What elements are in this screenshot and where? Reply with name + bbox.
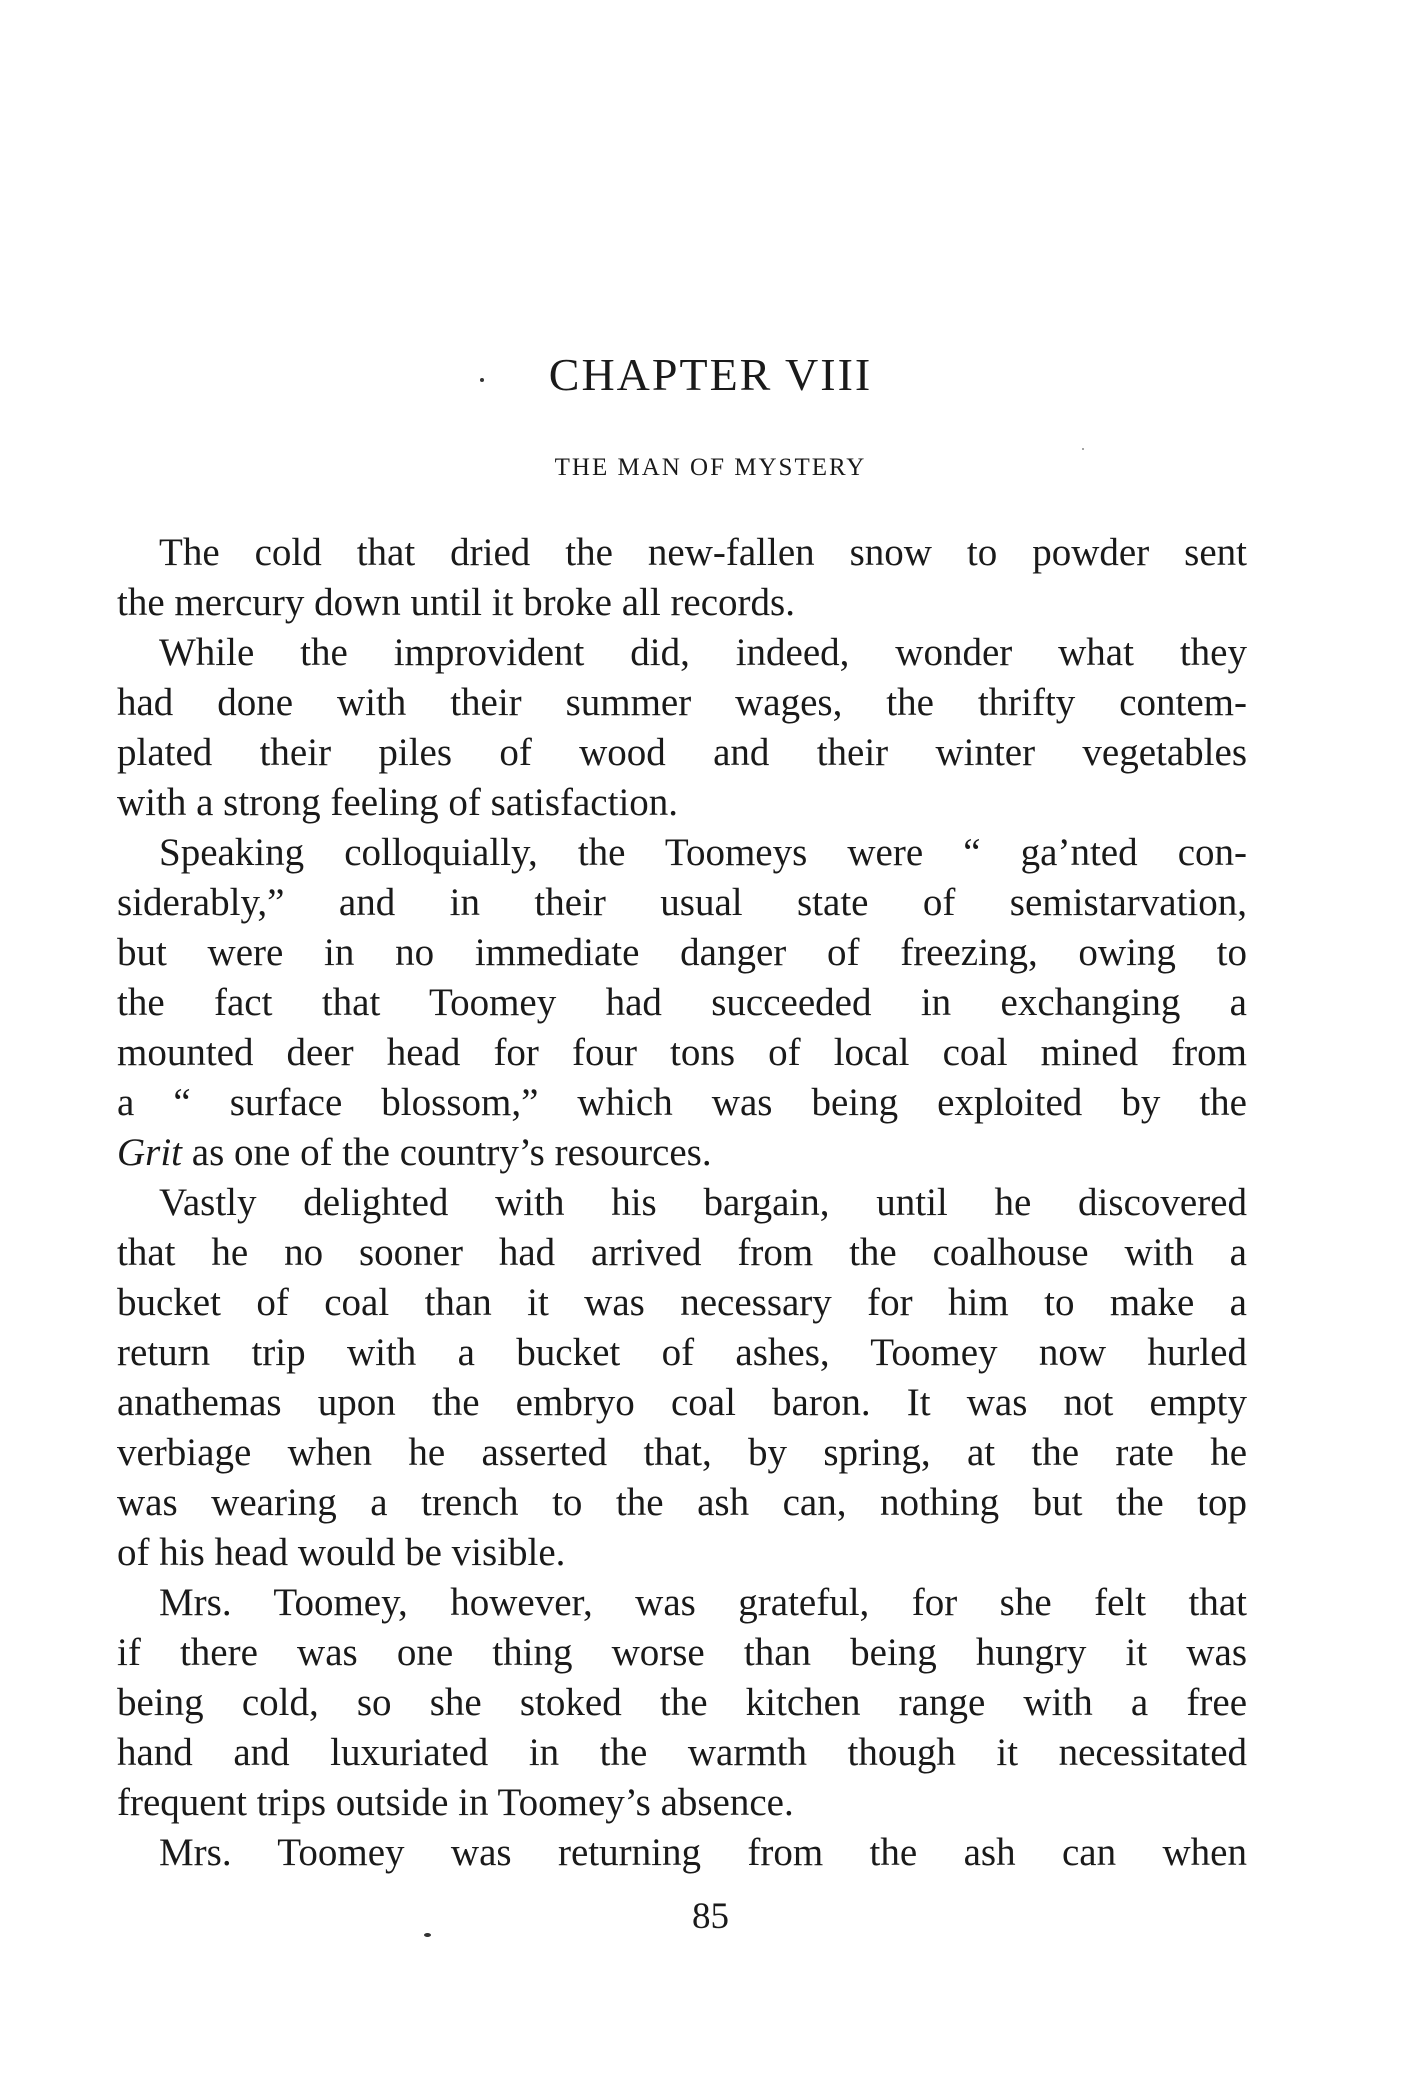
text-line: if there was one thing worse than being hungry it was: [117, 1631, 1247, 1674]
text-line: hand and luxuriated in the warmth though it necessitated: [117, 1731, 1247, 1774]
text-line: with a strong feeling of satisfaction.: [117, 781, 679, 824]
text-line: plated their piles of wood and their winter vegetables: [117, 731, 1247, 774]
text-line: Mrs. Toomey, however, was grateful, for she felt that: [159, 1581, 1247, 1624]
body-text: [117, 528, 1247, 1878]
chapter-heading: CHAPTER VIII: [548, 349, 873, 400]
text-line: [117, 1128, 1247, 1178]
text-line: that he no sooner had arrived from the coalhouse with a: [117, 1231, 1247, 1274]
text-line: being cold, so she stoked the kitchen range with a free: [117, 1681, 1247, 1724]
print-speck: [424, 1933, 431, 1937]
text-line: return trip with a bucket of ashes, Toomey now hurled: [117, 1331, 1247, 1374]
text-line: a “ surface blossom,” which was being exploited by the: [117, 1081, 1247, 1124]
text-line: mounted deer head for four tons of local coal mined from: [117, 1031, 1247, 1074]
text-line: but were in no immediate danger of freezing, owing to: [117, 931, 1247, 974]
text-line: siderably,” and in their usual state of semistarvation,: [117, 881, 1247, 924]
print-speck: [480, 378, 484, 382]
text-line: Speaking colloquially, the Toomeys were “ ga’nted con-: [159, 831, 1247, 874]
text-line: Vastly delighted with his bargain, until he discovered: [159, 1181, 1247, 1224]
text-line: bucket of coal than it was necessary for him to make a: [117, 1281, 1247, 1324]
text-line: anathemas upon the embryo coal baron. It was not empty: [117, 1381, 1247, 1424]
text-line: of his head would be visible.: [117, 1531, 566, 1574]
text-line: The cold that dried the new-fallen snow to powder sent: [159, 531, 1247, 574]
text-line: Mrs. Toomey was returning from the ash can when: [159, 1831, 1247, 1874]
page-number: 85: [692, 1896, 729, 1937]
text-line: was wearing a trench to the ash can, nothing but the top: [117, 1481, 1247, 1524]
text-line: the fact that Toomey had succeeded in exchanging a: [117, 981, 1247, 1024]
print-speck: [1082, 448, 1084, 450]
italic-word: Grit: [117, 1131, 183, 1174]
text-line: verbiage when he asserted that, by spring, at the rate he: [117, 1431, 1247, 1474]
chapter-subtitle: THE MAN OF MYSTERY: [554, 454, 867, 481]
text-line: the mercury down until it broke all records.: [117, 581, 795, 624]
text-line-rest: as one of the country’s resources.: [182, 1131, 712, 1174]
text-line: had done with their summer wages, the thrifty contem-: [117, 681, 1247, 724]
text-line: frequent trips outside in Toomey’s absence.: [117, 1781, 794, 1824]
text-line: While the improvident did, indeed, wonder what they: [159, 631, 1247, 674]
